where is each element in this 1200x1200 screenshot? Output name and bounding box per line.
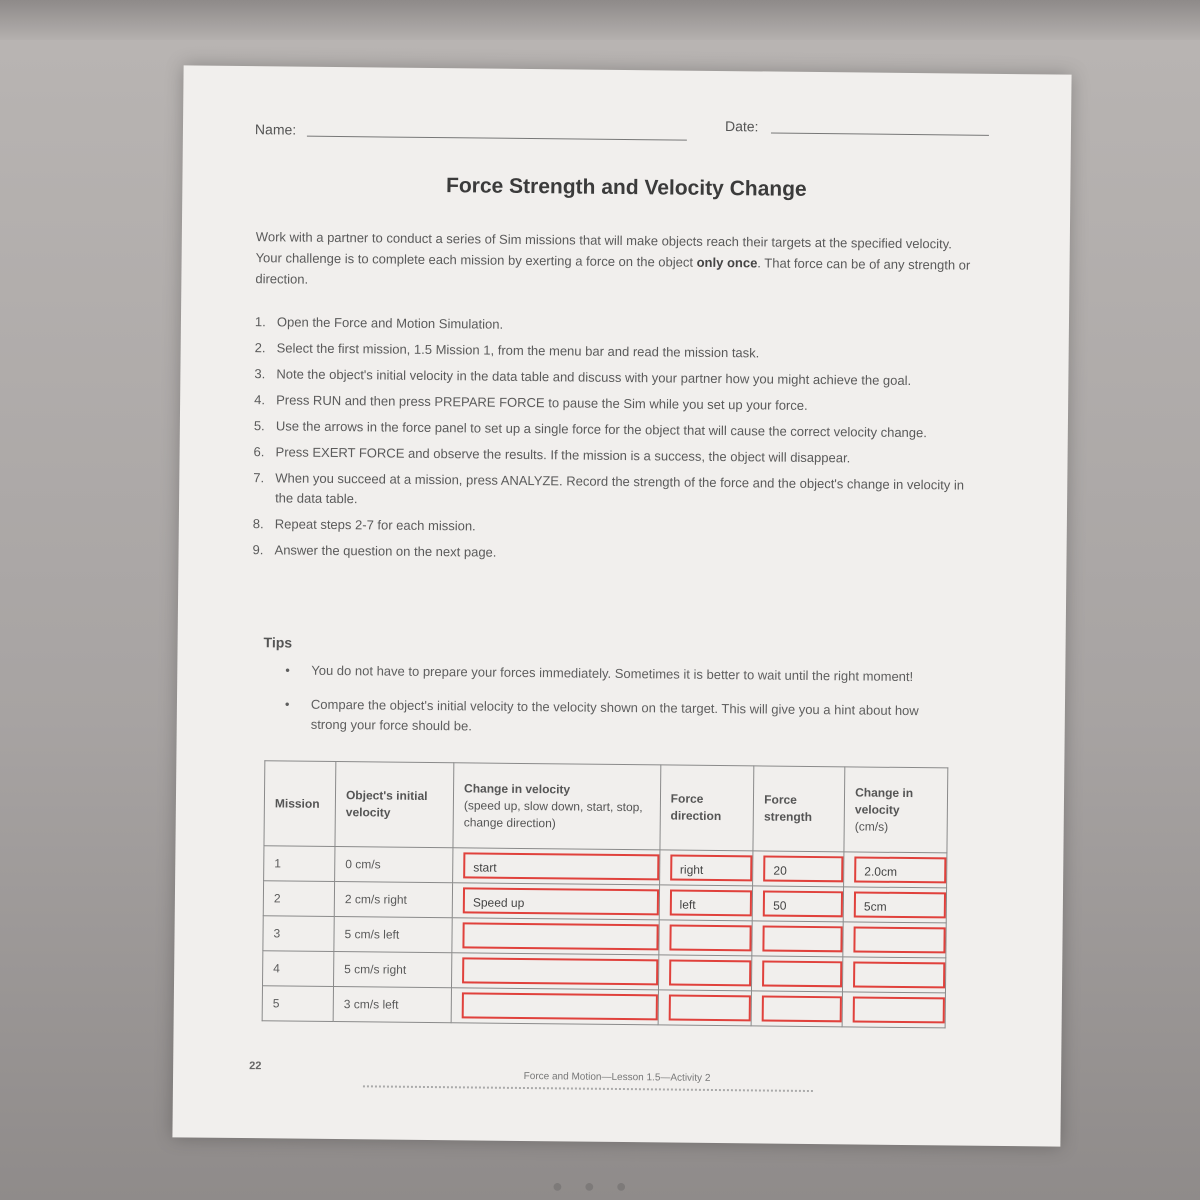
step-number: 9.: [252, 542, 264, 558]
step-text: Answer the question on the next page.: [274, 542, 497, 560]
header-initial-velocity: Object's initial velocity: [335, 762, 454, 848]
step-item: [252, 540, 972, 568]
change-answer-field[interactable]: [462, 957, 658, 985]
change-answer-field[interactable]: start: [463, 852, 659, 880]
intro-paragraph: [255, 226, 976, 297]
tip-item: [285, 660, 925, 687]
mission-number: 1: [264, 846, 335, 882]
change-cms-cell: [844, 852, 947, 888]
header-change-label: Change in velocity: [464, 780, 571, 796]
pagination-dots-icon: ● ● ●: [552, 1176, 635, 1196]
step-text: Use the arrows in the force panel to set up a single force for the object that will cause the correct velocity change.: [275, 418, 927, 441]
change-cms-answer-field[interactable]: [853, 961, 945, 988]
step-text: Select the first mission, 1.5 Mission 1, from the menu bar and read the mission task.: [276, 340, 760, 361]
header-change-sub: (speed up, slow down, start, stop, change direction): [463, 797, 643, 830]
step-number: 1.: [254, 314, 266, 330]
step-number: 5.: [253, 418, 265, 434]
step-text: When you succeed at a mission, press ANALYZE. Record the strength of the force and the object's change in velocity in the data table.: [275, 470, 965, 507]
direction-answer-field[interactable]: [669, 925, 752, 952]
change-cms-answer-field[interactable]: [853, 996, 945, 1023]
change-answer-field[interactable]: [462, 992, 658, 1020]
direction-cell: [659, 885, 753, 921]
tip-item: [285, 694, 925, 741]
direction-cell: [658, 955, 752, 991]
footer-title: Force and Motion—Lesson 1.5—Activity 2: [523, 1070, 711, 1084]
worksheet-page: [172, 65, 1071, 1146]
intro-text: Work with a partner to conduct a series of Sim missions that will make objects reach their targets at the specified velocity. Your challenge is to complete each mission by exerting a force on the object: [255, 229, 952, 270]
strength-answer-field[interactable]: [763, 925, 843, 952]
header-change-cms-label: Change in velocity: [854, 784, 914, 817]
steps-list: [252, 312, 975, 574]
initial-velocity: 5 cm/s left: [334, 917, 452, 953]
initial-velocity: 0 cm/s: [335, 847, 453, 883]
change-cms-cell: [843, 887, 946, 923]
strength-answer-field[interactable]: [762, 960, 842, 987]
strength-cell: [753, 851, 844, 887]
initial-velocity: 5 cm/s right: [333, 952, 451, 988]
step-text: Press RUN and then press PREPARE FORCE to pause the Sim while you set up your force.: [276, 392, 808, 413]
change-answer-field[interactable]: Speed up: [463, 887, 659, 915]
strength-answer-field[interactable]: [762, 995, 842, 1022]
step-number: 7.: [253, 470, 265, 486]
step-item: [255, 338, 975, 366]
mission-number: 4: [263, 951, 334, 987]
strength-cell: [751, 991, 842, 1027]
worksheet-header: [254, 118, 995, 149]
page-title: Force Strength and Velocity Change: [445, 174, 807, 201]
change-cms-cell: [843, 922, 946, 958]
direction-answer-field[interactable]: left: [669, 890, 752, 917]
footer-copyright-line: [363, 1085, 813, 1098]
change-cell: [452, 953, 659, 990]
step-item: [253, 442, 973, 470]
intro-bold: only once: [696, 254, 758, 271]
step-item: [254, 416, 974, 444]
table-row: [262, 986, 945, 1028]
step-number: 3.: [254, 366, 266, 382]
change-cms-answer-field[interactable]: 5cm: [854, 891, 946, 918]
step-number: 4.: [254, 392, 266, 408]
change-cms-answer-field[interactable]: [853, 926, 945, 953]
strength-answer-field[interactable]: 20: [763, 855, 843, 882]
change-cell: [453, 848, 660, 885]
change-cell: [451, 988, 658, 1025]
direction-cell: [659, 920, 753, 956]
tips-list: [284, 660, 925, 755]
name-label: Name:: [254, 121, 297, 138]
change-cms-cell: [843, 957, 946, 993]
strength-cell: [752, 956, 843, 992]
header-force-direction: Force direction: [660, 765, 754, 851]
tip-text: Compare the object's initial velocity to the velocity shown on the target. This will give you a hint about how strong your force should be.: [310, 696, 919, 734]
date-label: Date:: [724, 118, 759, 135]
step-text: Open the Force and Motion Simulation.: [276, 314, 504, 332]
step-text: Press EXERT FORCE and observe the results. If the mission is a success, the object will disappear.: [275, 444, 851, 466]
tip-text: You do not have to prepare your forces immediately. Sometimes it is better to wait until the right moment!: [311, 662, 914, 685]
header-mission: Mission: [264, 761, 336, 847]
change-answer-field[interactable]: [462, 922, 658, 950]
strength-answer-field[interactable]: 50: [763, 890, 843, 917]
bullet-icon: •: [284, 696, 290, 712]
step-number: 2.: [254, 340, 266, 356]
header-change-cms: [844, 767, 948, 853]
data-table: [262, 760, 949, 1028]
direction-answer-field[interactable]: right: [670, 855, 753, 882]
change-cell: [452, 918, 659, 955]
header-force-strength: Force strength: [753, 766, 845, 852]
step-number: 8.: [252, 516, 264, 532]
step-item: [253, 468, 973, 516]
step-text: Repeat steps 2-7 for each mission.: [274, 516, 476, 534]
step-text: Note the object's initial velocity in the data table and discuss with your partner how you might achieve the goal.: [276, 366, 912, 389]
direction-answer-field[interactable]: [668, 995, 751, 1022]
header-change-in-velocity: [453, 763, 661, 850]
bullet-icon: •: [285, 662, 290, 678]
mission-number: 5: [262, 986, 333, 1022]
table-header-row: [264, 761, 948, 853]
initial-velocity: 3 cm/s left: [333, 986, 451, 1022]
direction-cell: [659, 850, 753, 886]
monitor-top-bezel: [0, 0, 1200, 40]
intro-text-end: . That force can be of any strength or direction.: [255, 255, 971, 287]
name-line: [307, 136, 687, 141]
direction-answer-field[interactable]: [669, 960, 752, 987]
header-change-cms-unit: (cm/s): [854, 818, 889, 834]
mission-number: 2: [263, 881, 334, 917]
strength-cell: [752, 921, 843, 957]
step-item: [253, 514, 973, 542]
change-cms-cell: [842, 992, 945, 1028]
page-number: 22: [249, 1060, 262, 1073]
mission-number: 3: [263, 916, 334, 952]
step-number: 6.: [253, 444, 265, 460]
initial-velocity: 2 cm/s right: [334, 882, 452, 918]
tips-heading: Tips: [263, 634, 293, 651]
step-item: [255, 312, 975, 340]
direction-cell: [658, 990, 752, 1026]
strength-cell: [752, 886, 843, 922]
date-line: [771, 133, 989, 136]
change-cell: [452, 883, 659, 920]
step-item: [254, 390, 974, 418]
change-cms-answer-field[interactable]: 2.0cm: [854, 856, 946, 883]
step-item: [254, 364, 974, 392]
